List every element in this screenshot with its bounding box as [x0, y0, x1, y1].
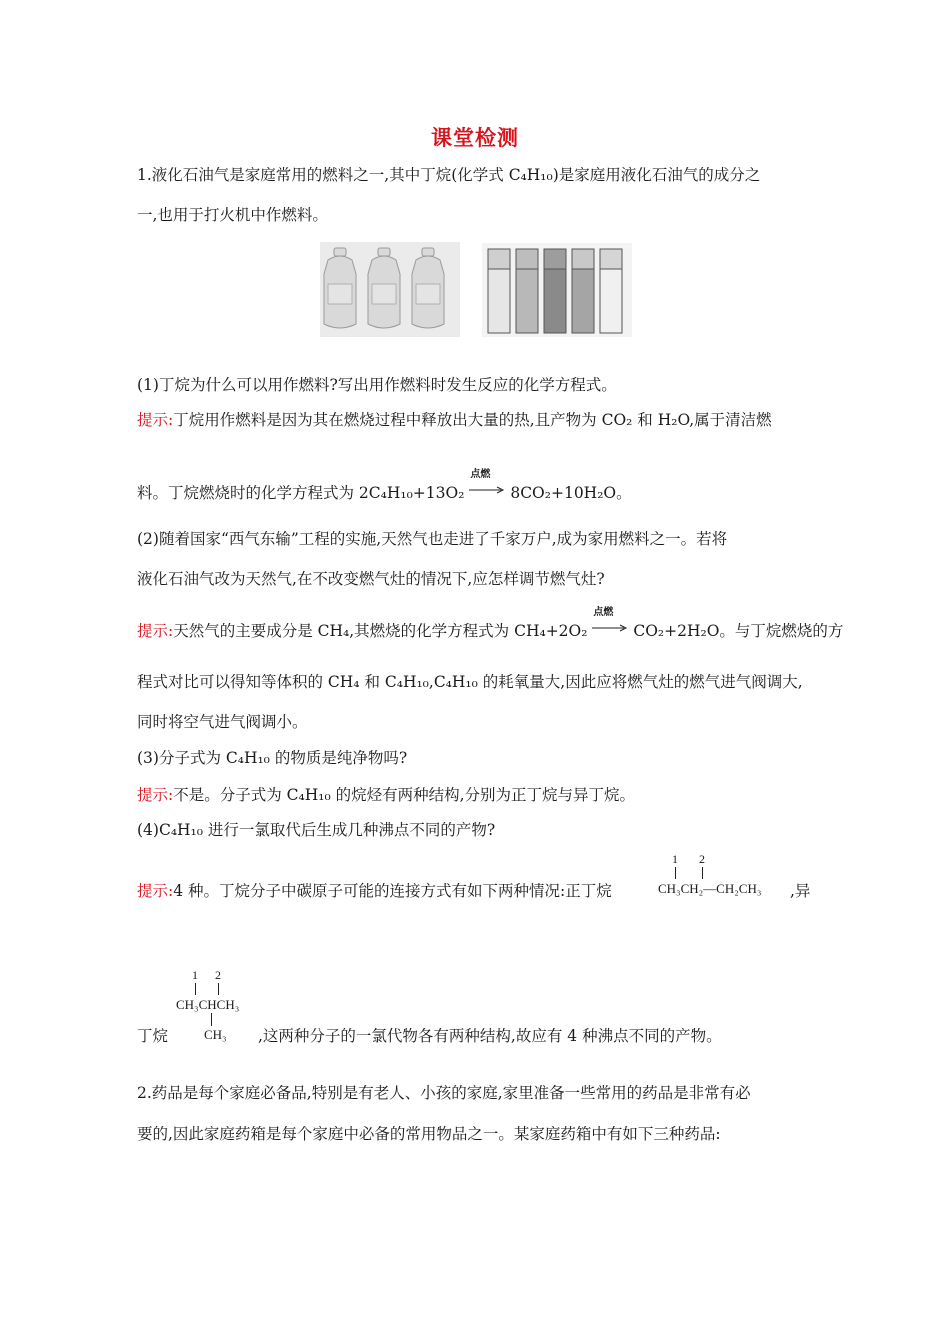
bond-line: [702, 867, 703, 879]
carbon-number-1: 1: [192, 968, 198, 982]
q1-sub4-hint-line2-end: ,这两种分子的一氯代物各有两种结构,故应有 4 种沸点不同的产物。: [258, 1027, 722, 1045]
condition-label: 点燃: [593, 607, 614, 618]
q1-sub1-hint-line2: [137, 469, 817, 504]
isobutane-branch: CH₃: [204, 1027, 227, 1042]
bond-line: [195, 983, 196, 995]
reaction-condition-arrow: [469, 469, 505, 504]
n-butane-structure: [658, 852, 798, 900]
hint-text: 丁烷用作燃料是因为其在燃烧过程中释放出大量的热,且产物为 CO₂ 和 H₂O,属于清洁燃: [173, 411, 772, 429]
hint-text: 不是。分子式为 C₄H₁₀ 的烷烃有两种结构,分别为正丁烷与异丁烷。: [173, 786, 636, 804]
bond-line: [218, 983, 219, 995]
q1-sub4-question: (4)C₄H₁₀ 进行一氯取代后生成几种沸点不同的产物?: [137, 821, 496, 839]
hint-label: 提示:: [137, 786, 174, 804]
q1-sub1-hint-line1: [137, 410, 817, 430]
q1-sub4-hint-line2-start: 丁烷: [137, 1027, 169, 1045]
q1-sub1-question: (1)丁烷为什么可以用作燃料?写出用作燃料时发生反应的化学方程式。: [137, 376, 617, 394]
hint-label: 提示:: [137, 882, 174, 900]
hint-text: 4 种。丁烷分子中碳原子可能的连接方式有如下两种情况:正丁烷: [173, 882, 612, 900]
q1-sub3-hint: [137, 785, 817, 805]
isobutane-formula: CH₃CHCH₃: [176, 997, 240, 1012]
q1-sub4-hint-line1: [137, 881, 657, 901]
hint-label: 提示:: [137, 411, 174, 429]
q2-text-line2: 要的,因此家庭药箱是每个家庭中必备的常用物品之一。某家庭药箱中有如下三种药品:: [137, 1125, 721, 1143]
carbon-number-2: 2: [699, 852, 705, 866]
q1-sub2-question-line2: 液化石油气改为天然气,在不改变燃气灶的情况下,应怎样调节燃气灶?: [137, 570, 605, 588]
equation-right: CO₂+2H₂O。与丁烷燃烧的方: [633, 622, 844, 640]
q1-sub2-hint-line3: 同时将空气进气阀调小。: [137, 713, 308, 731]
n-butane-formula: CH₃CH₂—CH₂CH₃: [658, 881, 762, 896]
isobutane-structure: [176, 968, 266, 1046]
q1-sub2-hint-line2: 程式对比可以得知等体积的 CH₄ 和 C₄H₁₀,C₄H₁₀ 的耗氧量大,因此应将燃气灶的燃气进气阀调大,: [137, 673, 803, 691]
page-title: 课堂检测: [431, 126, 519, 150]
equation-left: 料。丁烷燃烧时的化学方程式为 2C₄H₁₀+13O₂: [137, 484, 465, 502]
equation-left: 天然气的主要成分是 CH₄,其燃烧的化学方程式为 CH₄+2O₂: [173, 622, 588, 640]
gas-cylinders-photo: [320, 242, 460, 337]
equation-right: 8CO₂+10H₂O。: [510, 484, 632, 502]
q1-sub2-question-line1: (2)随着国家“西气东输”工程的实施,天然气也走进了千家万户,成为家用燃料之一。若将: [137, 530, 728, 548]
q1-sub2-hint-line1: [137, 607, 844, 642]
reaction-condition-arrow: [592, 607, 628, 642]
branch-bond: [211, 1013, 212, 1026]
bond-line: [675, 867, 676, 879]
q1-sub3-question: (3)分子式为 C₄H₁₀ 的物质是纯净物吗?: [137, 749, 408, 767]
carbon-number-2: 2: [215, 968, 221, 982]
q1-text-line2: 一,也用于打火机中作燃料。: [137, 206, 328, 224]
carbon-number-1: 1: [672, 852, 678, 866]
q1-sub4-hint-tail: ,异: [790, 882, 811, 900]
q2-text-line1: 2.药品是每个家庭必备品,特别是有老人、小孩的家庭,家里准备一些常用的药品是非常有必: [137, 1084, 751, 1102]
q1-text-line1: 1.液化石油气是家庭常用的燃料之一,其中丁烷(化学式 C₄H₁₀)是家庭用液化石油气的成分之: [137, 166, 761, 184]
hint-label: 提示:: [137, 622, 174, 640]
condition-label: 点燃: [470, 469, 491, 480]
lighters-photo: [482, 243, 632, 337]
